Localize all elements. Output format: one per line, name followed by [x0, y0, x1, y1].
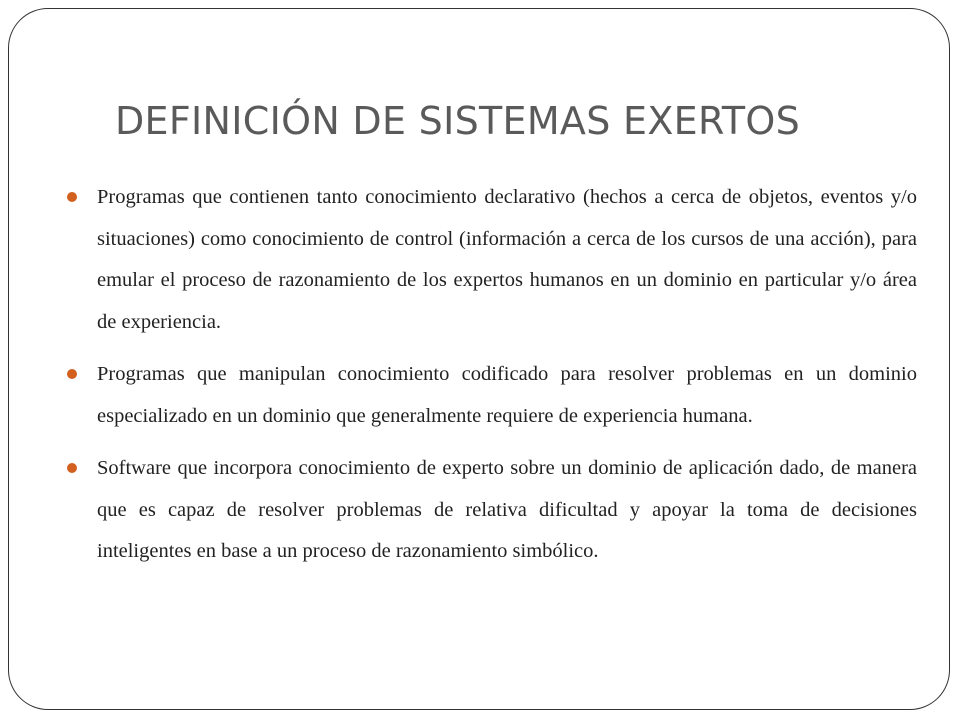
bullet-item — [67, 177, 917, 343]
bullet-dot-icon — [67, 192, 77, 202]
slide-title: DEFINICIÓN DE SISTEMAS EXERTOS — [115, 99, 801, 143]
bullet-item — [67, 448, 917, 573]
bullet-text: Programas que contienen tanto conocimiento declarativo (hechos a cerca de objetos, eventos y/o situaciones) como conocimiento de control (información a cerca de los cursos de una acción), para emular el proceso de razonamiento de los expertos humanos en un dominio en particular y/o área de experiencia. — [97, 186, 917, 333]
bullet-dot-icon — [67, 369, 77, 379]
bullet-text: Software que incorpora conocimiento de experto sobre un dominio de aplicación dado, de manera que es capaz de resolver problemas de relativa dificultad y apoyar la toma de decisiones inteligentes en base a un proceso de razonamiento simbólico. — [97, 457, 917, 562]
bullet-text: Programas que manipulan conocimiento codificado para resolver problemas en un dominio especializado en un dominio que generalmente requiere de experiencia humana. — [97, 363, 917, 427]
bullet-dot-icon — [67, 463, 77, 473]
slide-frame — [8, 8, 950, 710]
bullet-item — [67, 354, 917, 437]
bullet-list — [67, 177, 917, 584]
